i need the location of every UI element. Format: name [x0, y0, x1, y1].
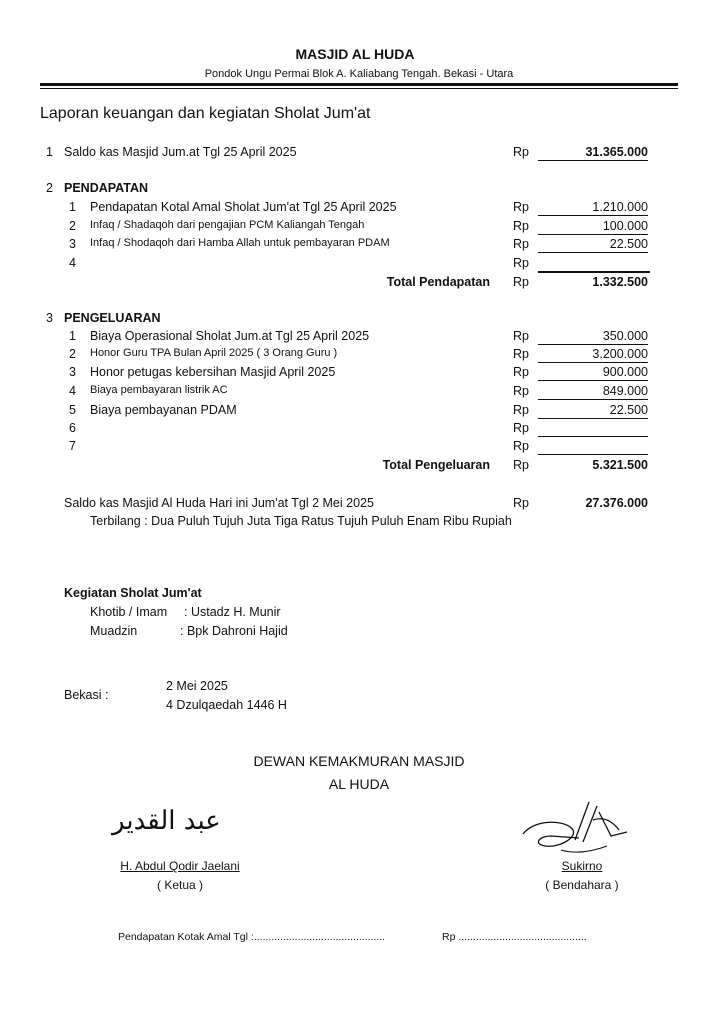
- income-row: [0, 219, 710, 237]
- item-amount: 900.000: [538, 365, 648, 381]
- income-total-amount: 1.332.500: [592, 275, 648, 289]
- header-rule-thin: [40, 88, 678, 89]
- section-number: 3: [46, 311, 53, 325]
- item-number: 5: [69, 403, 76, 417]
- currency-label: Rp: [513, 347, 529, 361]
- item-amount: 100.000: [538, 219, 648, 235]
- opening-balance-label: Saldo kas Masjid Jum.at Tgl 25 April 2025: [64, 145, 297, 159]
- currency-label: Rp: [513, 496, 529, 510]
- item-amount: 22.500: [538, 237, 648, 253]
- item-label: Biaya pembayaran listrik AC: [90, 384, 228, 396]
- item-number: 3: [69, 237, 76, 251]
- currency-label: Rp: [513, 237, 529, 251]
- currency-label: Rp: [513, 219, 529, 233]
- item-label: Infaq / Shadaqoh dari pengajian PCM Kaliangah Tengah: [90, 219, 365, 231]
- expense-total-label: Total Pengeluaran: [382, 458, 490, 472]
- expense-row: [0, 421, 710, 439]
- currency-label: Rp: [513, 384, 529, 398]
- khotib-label: Khotib / Imam: [90, 605, 168, 619]
- currency-label: Rp: [513, 145, 529, 159]
- item-amount: [538, 256, 648, 272]
- footer-collection-label: Pendapatan Kotak Amal Tgl :.............................................: [118, 931, 386, 943]
- mosque-address: Pondok Ungu Permai Blok A. Kaliabang Tengah. Bekasi - Utara: [204, 68, 514, 80]
- closing-balance-label: Saldo kas Masjid Al Huda Hari ini Jum'at Tgl 2 Mei 2025: [64, 496, 374, 510]
- expense-row: [0, 439, 710, 457]
- khotib-value: : Ustadz H. Munir: [184, 605, 281, 619]
- amount-in-words: Terbilang : Dua Puluh Tujuh Juta Tiga Ratus Tujuh Puluh Enam Ribu Rupiah: [90, 514, 512, 528]
- item-amount: 3.200.000: [538, 347, 648, 363]
- item-number: 4: [69, 384, 76, 398]
- footer-amount-blank: Rp ............................................: [442, 931, 587, 943]
- item-label: Biaya Operasional Sholat Jum.at Tgl 25 April 2025: [90, 329, 370, 343]
- muadzin-value: : Bpk Dahroni Hajid: [180, 624, 288, 638]
- currency-label: Rp: [513, 275, 529, 289]
- item-number: 3: [69, 365, 76, 379]
- expense-heading-row: [0, 311, 710, 329]
- total-rule: [538, 271, 650, 273]
- item-amount: 849.000: [538, 384, 648, 400]
- section-number: 2: [46, 181, 53, 195]
- hijri-date: 4 Dzulqaedah 1446 H: [166, 698, 287, 712]
- currency-label: Rp: [513, 403, 529, 417]
- currency-label: Rp: [513, 458, 529, 472]
- item-amount: 22.500: [538, 403, 648, 419]
- expense-row: [0, 403, 710, 421]
- item-number: 2: [69, 219, 76, 233]
- activity-heading: Kegiatan Sholat Jum'at: [64, 586, 202, 600]
- expense-total-row: [0, 458, 710, 476]
- report-title: Laporan keuangan dan kegiatan Sholat Jum'at: [40, 105, 371, 122]
- board-name-line2: AL HUDA: [328, 776, 390, 792]
- item-label: Pendapatan Kotal Amal Sholat Jum'at Tgl 25 April 2025: [90, 200, 397, 214]
- item-number: 2: [69, 347, 76, 361]
- item-number: 4: [69, 256, 76, 270]
- income-row: [0, 200, 710, 218]
- board-name-line1: DEWAN KEMAKMURAN MASJID: [253, 753, 465, 769]
- chairman-name: H. Abdul Qodir Jaelani: [120, 859, 240, 873]
- expense-row: [0, 365, 710, 383]
- currency-label: Rp: [513, 421, 529, 435]
- chairman-signature: عبد القدير: [112, 806, 221, 836]
- expense-total-amount: 5.321.500: [592, 458, 648, 472]
- closing-balance-row: [0, 496, 710, 514]
- expense-row: [0, 384, 710, 402]
- item-amount: [538, 421, 648, 437]
- currency-label: Rp: [513, 256, 529, 270]
- expense-heading: PENGELUARAN: [64, 311, 161, 325]
- currency-label: Rp: [513, 439, 529, 453]
- item-number: 1: [69, 200, 76, 214]
- mosque-name: MASJID AL HUDA: [295, 46, 415, 62]
- row-number: 1: [46, 145, 53, 159]
- chairman-role: ( Ketua ): [156, 878, 204, 892]
- opening-balance-amount: 31.365.000: [538, 145, 648, 161]
- muadzin-label: Muadzin: [90, 624, 138, 638]
- expense-row: [0, 329, 710, 347]
- place-label: Bekasi :: [64, 688, 109, 702]
- income-row: [0, 237, 710, 255]
- item-amount: [538, 439, 648, 455]
- treasurer-name: Sukirno: [561, 859, 603, 873]
- treasurer-signature: [515, 796, 635, 860]
- item-label: Honor petugas kebersihan Masjid April 2025: [90, 365, 336, 379]
- income-total-row: [0, 275, 710, 293]
- gregorian-date: 2 Mei 2025: [166, 679, 228, 693]
- item-label: Biaya pembayanan PDAM: [90, 403, 237, 417]
- item-label: Infaq / Shodaqoh dari Hamba Allah untuk pembayaran PDAM: [90, 237, 390, 249]
- currency-label: Rp: [513, 200, 529, 214]
- treasurer-role: ( Bendahara ): [545, 878, 619, 892]
- item-amount: 350.000: [538, 329, 648, 345]
- item-label: Honor Guru TPA Bulan April 2025 ( 3 Orang Guru ): [90, 347, 338, 359]
- item-amount: 1.210.000: [538, 200, 648, 216]
- expense-row: [0, 347, 710, 365]
- opening-balance-row: [0, 145, 710, 163]
- item-number: 6: [69, 421, 76, 435]
- closing-balance-amount: 27.376.000: [585, 496, 648, 510]
- amount-in-words-row: [0, 514, 710, 532]
- item-number: 7: [69, 439, 76, 453]
- header-rule-thick: [40, 83, 678, 86]
- currency-label: Rp: [513, 329, 529, 343]
- item-number: 1: [69, 329, 76, 343]
- income-heading: PENDAPATAN: [64, 181, 149, 195]
- currency-label: Rp: [513, 365, 529, 379]
- income-heading-row: [0, 181, 710, 199]
- income-total-label: Total Pendapatan: [386, 275, 490, 289]
